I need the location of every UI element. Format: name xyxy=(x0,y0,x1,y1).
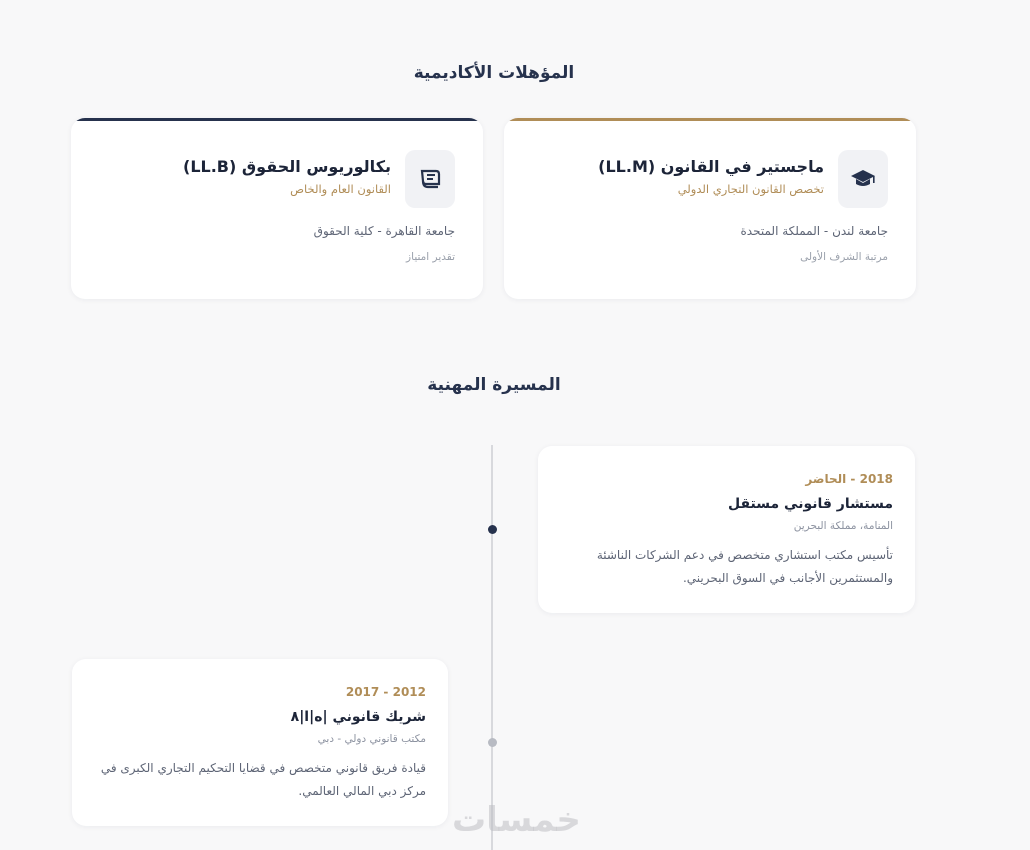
education-card-bachelors xyxy=(71,118,483,299)
education-grade: تقدير امتياز xyxy=(406,251,455,263)
career-period: 2018 - الحاضر xyxy=(805,472,893,486)
timeline-line xyxy=(491,445,493,850)
education-institution: جامعة القاهرة - كلية الحقوق xyxy=(313,224,455,238)
career-title: مستشار قانوني مستقل xyxy=(727,496,893,512)
career-section-title: المسيرة المهنية xyxy=(427,375,561,395)
career-location: المنامة، مملكة البحرين xyxy=(793,520,893,532)
scroll-diploma-icon xyxy=(405,150,455,208)
career-item-freelance xyxy=(538,446,915,613)
career-description: تأسيس مكتب استشاري متخصص في دعم الشركات الناشئة والمستثمرين الأجانب في السوق البحريني. xyxy=(596,548,893,585)
education-specialization: تخصص القانون التجاري الدولي xyxy=(677,182,824,196)
career-item-partner xyxy=(72,659,448,826)
education-institution: جامعة لندن - المملكة المتحدة xyxy=(740,224,888,238)
education-grade: مرتبة الشرف الأولى xyxy=(800,251,888,263)
education-title: ماجستير في القانون (LL.M) xyxy=(598,157,824,176)
education-section-title: المؤهلات الأكاديمية xyxy=(413,63,575,83)
card-accent-bar xyxy=(504,118,916,121)
graduation-cap-icon xyxy=(838,150,888,208)
career-period: 2012 - 2017 xyxy=(345,685,426,699)
education-title: بكالوريوس الحقوق (LL.B) xyxy=(183,157,391,176)
career-location: مكتب قانوني دولي - دبي xyxy=(317,733,426,745)
career-title: شريك قانوني |ه|ا|٨ xyxy=(290,709,426,725)
timeline-dot-past xyxy=(488,738,497,747)
education-specialization: القانون العام والخاص xyxy=(290,182,391,196)
watermark-logo: خمسات xyxy=(452,800,581,840)
card-accent-bar xyxy=(71,118,483,121)
career-description: قيادة فريق قانوني متخصص في قضايا التحكيم التجاري الكبرى في مركز دبي المالي العالمي. xyxy=(100,761,426,798)
education-card-masters xyxy=(504,118,916,299)
timeline-dot-current xyxy=(488,525,497,534)
